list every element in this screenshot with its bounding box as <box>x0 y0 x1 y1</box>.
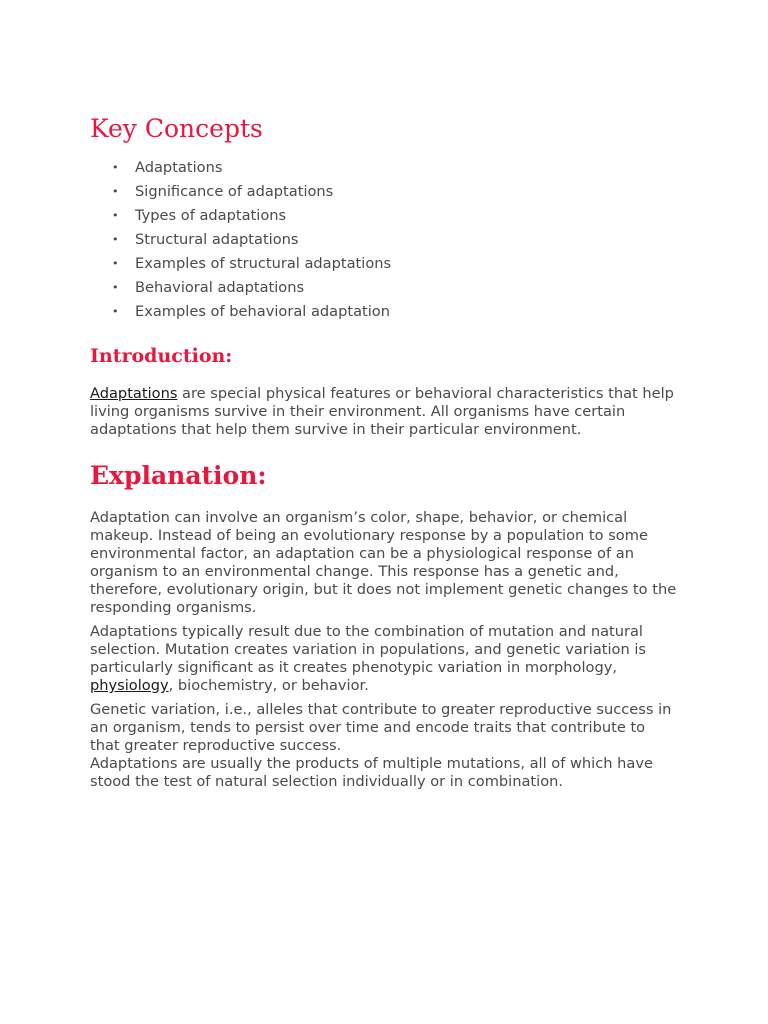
introduction-heading: Introduction: <box>90 345 233 367</box>
explanation-paragraph-3: Genetic variation, i.e., alleles that contribute to greater reproductive success in an organism, tends to persist over time and encode traits that contribute to that greater reproductive success. <box>90 701 672 754</box>
bullet-icon: • <box>112 185 119 198</box>
list-item-label: Examples of structural adaptations <box>135 255 392 272</box>
list-item-label: Adaptations <box>135 159 223 176</box>
list-item <box>112 228 678 252</box>
key-concepts-list <box>90 156 678 324</box>
list-item-label: Significance of adaptations <box>135 183 334 200</box>
explanation-paragraph-1: Adaptation can involve an organism’s color, shape, behavior, or chemical makeup. Instead of being an evolutionary response by a population to some environmental factor, an adaptation can be a physiological response of an organism to an environmental change. This response has a genetic and, therefore, evolutionary origin, but it does not implement genetic changes to the responding organisms. <box>90 509 677 616</box>
list-item <box>112 252 678 276</box>
introduction-paragraph <box>90 385 678 439</box>
explanation-paragraph-4: Adaptations are usually the products of multiple mutations, all of which have stood the test of natural selection individually or in combination. <box>90 755 653 790</box>
physiology-link[interactable]: physiology <box>90 677 169 694</box>
list-item-label: Examples of behavioral adaptation <box>135 303 390 320</box>
key-concepts-heading: Key Concepts <box>90 114 263 143</box>
list-item <box>112 180 678 204</box>
adaptations-link[interactable]: Adaptations <box>90 385 178 402</box>
paragraph-2-text-before: Adaptations typically result due to the combination of mutation and natural selection. Mutation creates variation in populations, and genetic variation is particularly significant as it creates phenotypic variation in morphology, <box>90 623 647 676</box>
list-item-label: Behavioral adaptations <box>135 279 305 296</box>
bullet-icon: • <box>112 161 119 174</box>
list-item <box>112 204 678 228</box>
paragraph-2-text-after: , biochemistry, or behavior. <box>168 677 369 694</box>
explanation-heading: Explanation: <box>90 461 267 490</box>
list-item <box>112 276 678 300</box>
explanation-paragraph-2 <box>90 623 678 695</box>
list-item-label: Structural adaptations <box>135 231 299 248</box>
list-item <box>112 300 678 324</box>
bullet-icon: • <box>112 233 119 246</box>
introduction-text: are special physical features or behavioral characteristics that help living organisms survive in their environment. All organisms have certain adaptations that help them survive in their particular environment. <box>90 385 674 438</box>
bullet-icon: • <box>112 209 119 222</box>
bullet-icon: • <box>112 281 119 294</box>
list-item <box>112 156 678 180</box>
bullet-icon: • <box>112 257 119 270</box>
bullet-icon: • <box>112 305 119 318</box>
list-item-label: Types of adaptations <box>135 207 287 224</box>
